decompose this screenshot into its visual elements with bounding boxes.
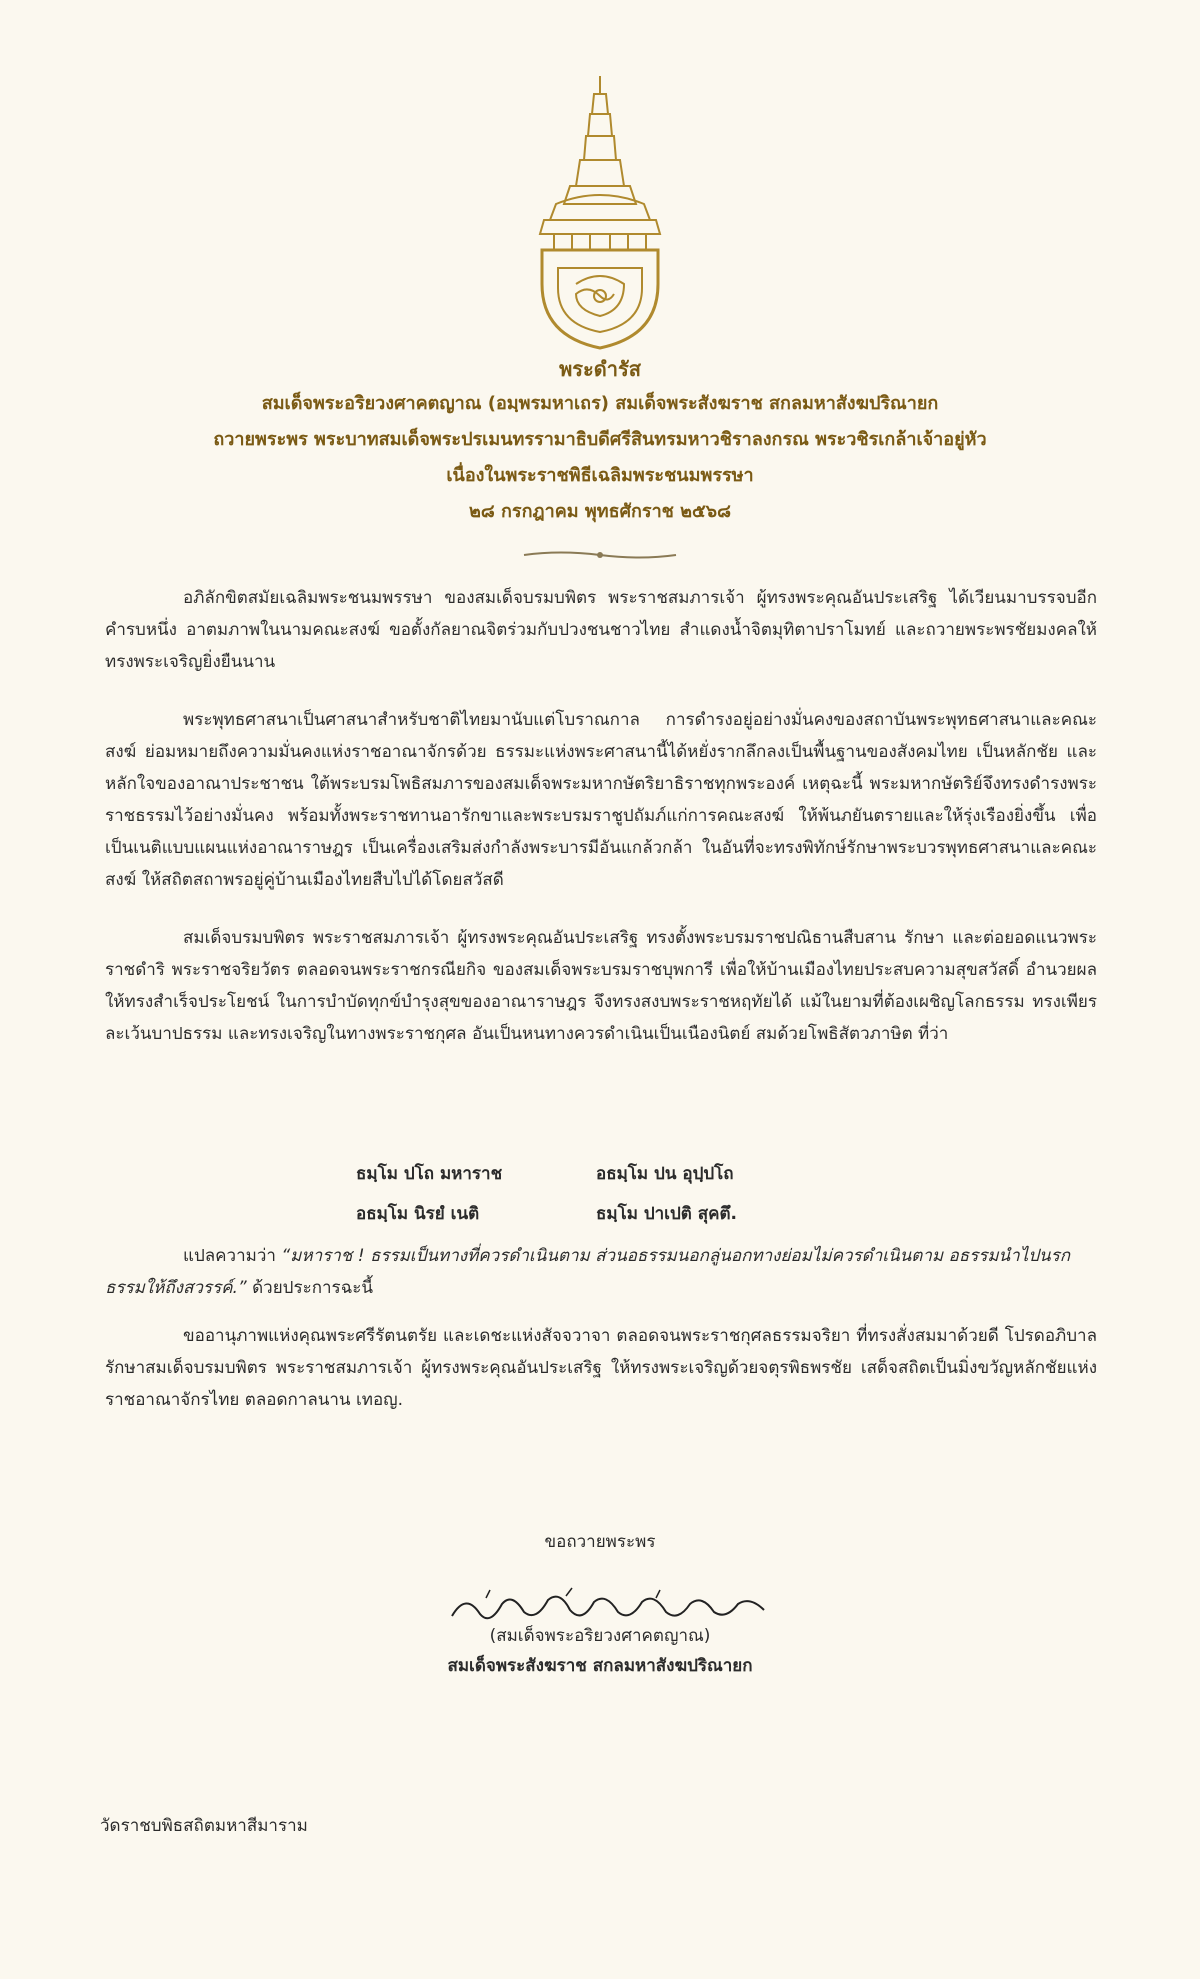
closing-line: ขอถวายพระพร: [544, 1532, 656, 1552]
verse-line-2a: อธมฺโม นิรยํ เนติ: [356, 1204, 480, 1224]
translation-lead: แปลความว่า: [183, 1246, 282, 1266]
date-line: ๒๘ กรกฎาคม พุทธศักราช ๒๕๖๘: [469, 501, 731, 522]
verse-translation: [105, 1240, 1097, 1304]
verse-line-2b: ธมฺโม ปาเปติ สุคตึ.: [596, 1204, 737, 1224]
blessing-paragraph: ขออานุภาพแห่งคุณพระศรีรัตนตรัย และเดชะแห่งสัจจวาจา ตลอดจนพระราชกุศลธรรมจริยา ที่ทรงสั่งสมมาด้วยดี โปรดอภิบาลรักษาสมเด็จบรมบพิตร พระราชสมภารเจ้า ผู้ทรงพระคุณอันประเสริฐ ให้ทรงพระเจริญด้วยจตุรพิธพรชัย เสด็จสถิตเป็นมิ่งขวัญหลักชัยแห่งราชอาณาจักรไทย ตลอดกาลนาน เทอญ.: [105, 1326, 1097, 1410]
signatory-name: (สมเด็จพระอริยวงศาคตญาณ): [489, 1626, 711, 1646]
issuer-line: สมเด็จพระอริยวงศาคตญาณ (อมฺพรมหาเถร) สมเด็จพระสังฆราช สกลมหาสังฆปริณายก: [261, 393, 939, 414]
issuing-temple: วัดราชบพิธสถิตมหาสีมาราม: [100, 1816, 308, 1836]
ornamental-divider-icon: [520, 548, 680, 562]
verse-line-1b: อธมฺโม ปน อุปฺปโถ: [596, 1164, 734, 1184]
signatory-title: สมเด็จพระสังฆราช สกลมหาสังฆปริณายก: [447, 1656, 753, 1676]
translation-tail: ด้วยประการฉะนี้: [246, 1278, 374, 1298]
pali-verse: [356, 1154, 856, 1234]
paragraph-2: พระพุทธศาสนาเป็นศาสนาสำหรับชาติไทยมานับแต่โบราณกาล การดำรงอยู่อย่างมั่นคงของสถาบันพระพุทธศาสนาและคณะสงฆ์ ย่อมหมายถึงความมั่นคงแห่งราชอาณาจักรด้วย ธรรมะแห่งพระศาสนานี้ได้หยั่งรากลึกลงเป็นพื้นฐานของสังคมไทย เป็นหลักชัย และหลักใจของอาณาประชาชน ใต้พระบรมโพธิสมภารของสมเด็จพระมหากษัตริยาธิราชทุกพระองค์ เหตุฉะนี้ พระมหากษัตริย์จึงทรงดำรงพระราชธรรมไว้อย่างมั่นคง พร้อมทั้งพระราชทานอารักขาและพระบรมราชูปถัมภ์แก่การคณะสงฆ์ ให้พ้นภยันตรายและให้รุ่งเรืองยิ่งขึ้น เพื่อเป็นเนติแบบแผนแห่งอาณาราษฎร เป็นเครื่องเสริมส่งกำลังพระบารมีอันแกล้วกล้า ในอันที่จะทรงพิทักษ์รักษาพระบวรพุทธศาสนาและคณะสงฆ์ ให้สถิตสถาพรอยู่คู่บ้านเมืองไทยสืบไปได้โดยสวัสดี: [105, 710, 1097, 890]
letter-header: [0, 352, 1200, 530]
recipient-line: ถวายพระพร พระบาทสมเด็จพระปรเมนทรรามาธิบดีศรีสินทรมหาวชิราลงกรณ พระวชิรเกล้าเจ้าอยู่หัว: [213, 429, 987, 450]
royal-emblem-icon: [536, 74, 664, 352]
occasion-line: เนื่องในพระราชพิธีเฉลิมพระชนมพรรษา: [446, 465, 754, 486]
document-title: พระดำรัส: [559, 357, 641, 381]
paragraph-1: อภิลักขิตสมัยเฉลิมพระชนมพรรษา ของสมเด็จบรมบพิตร พระราชสมภารเจ้า ผู้ทรงพระคุณอันประเสริฐ ได้เวียนมาบรรจบอีกคำรบหนึ่ง อาตมภาพในนามคณะสงฆ์ ขอตั้งกัลยาณจิตร่วมกับปวงชนชาวไทย สำแดงน้ำจิตมุทิตาปราโมทย์ และถวายพระพรชัยมงคลให้ทรงพระเจริญยิ่งยืนนาน: [105, 588, 1097, 672]
paragraph-3: สมเด็จบรมบพิตร พระราชสมภารเจ้า ผู้ทรงพระคุณอันประเสริฐ ทรงตั้งพระบรมราชปณิธานสืบสาน รักษา และต่อยอดแนวพระราชดำริ พระราชจริยวัตร ตลอดจนพระราชกรณียกิจ ของสมเด็จพระบรมราชบุพการี เพื่อให้บ้านเมืองไทยประสบความสุขสวัสดิ์ อำนวยผลให้ทรงสำเร็จประโยชน์ ในการบำบัดทุกข์บำรุงสุขของอาณาราษฎร จึงทรงสงบพระราชหฤทัยได้ แม้ในยามที่ต้องเผชิญโลกธรรม ทรงเพียรละเว้นบาปธรรม และทรงเจริญในทางพระราชกุศล อันเป็นหนทางควรดำเนินเป็นเนืองนิตย์ สมด้วยโพธิสัตวภาษิต ที่ว่า: [105, 928, 1097, 1044]
verse-line-1a: ธมฺโม ปโถ มหาราช: [356, 1164, 503, 1184]
letter-body: [105, 582, 1097, 1076]
translation-quote: “มหาราช ! ธรรมเป็นทางที่ควรดำเนินตาม ส่วนอธรรมนอกลู่นอกทางย่อมไม่ควรดำเนินตาม อธรรมนำไปนรก ธรรมให้ถึงสวรรค์.”: [105, 1246, 1071, 1298]
